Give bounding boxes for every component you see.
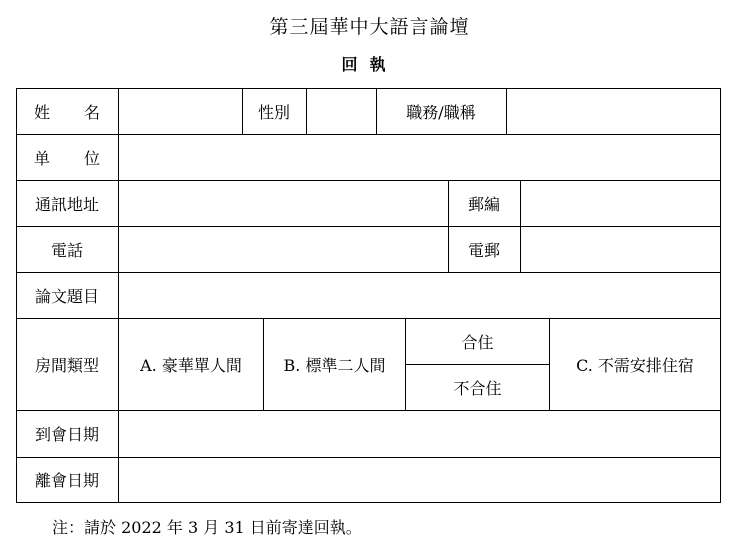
address-field[interactable]: [119, 181, 448, 226]
phone-field[interactable]: [119, 227, 448, 272]
unit-label-char-1: 单: [34, 148, 51, 168]
postcode-field[interactable]: [521, 181, 720, 226]
position-label: 職務/職稱: [406, 102, 476, 122]
phone-label: 電話: [50, 240, 83, 260]
unit-label-char-2: 位: [83, 148, 100, 168]
paper-title-label: 論文題目: [34, 286, 99, 306]
email-field[interactable]: [521, 227, 720, 272]
document-subtitle: 回執: [341, 55, 398, 74]
name-label: [16, 88, 118, 134]
postcode-label: 郵編: [467, 194, 500, 214]
name-field[interactable]: [119, 89, 242, 134]
arrival-date-field[interactable]: [119, 411, 720, 457]
paper-title-field[interactable]: [119, 273, 720, 318]
room-option-b[interactable]: B. 標準二人間: [283, 356, 386, 375]
document-title: 第三屆華中大語言論壇: [269, 16, 470, 38]
unit-field[interactable]: [119, 135, 720, 180]
name-label-char-2: 名: [83, 102, 100, 122]
name-label-char-1: 姓: [34, 102, 51, 122]
unit-label: [16, 134, 118, 180]
email-label: 電郵: [467, 240, 500, 260]
arrival-date-label: 到會日期: [34, 425, 99, 444]
room-type-label: 房間類型: [34, 355, 99, 375]
room-option-c[interactable]: C. 不需安排住宿: [576, 356, 694, 375]
departure-date-label: 離會日期: [34, 471, 99, 490]
address-label: 通訊地址: [34, 194, 99, 214]
room-option-not-shared[interactable]: 不合住: [453, 379, 502, 398]
gender-field[interactable]: [307, 89, 376, 134]
room-option-a[interactable]: A. 豪華單人間: [140, 356, 242, 375]
gender-label: 性別: [257, 102, 290, 122]
reply-form-table: [16, 88, 721, 503]
departure-date-field[interactable]: [119, 458, 720, 502]
footnote: 注：請於 2022 年 3 月 31 日前寄達回執。: [52, 518, 362, 537]
room-option-shared[interactable]: 合住: [461, 333, 494, 352]
position-field[interactable]: [507, 89, 720, 134]
